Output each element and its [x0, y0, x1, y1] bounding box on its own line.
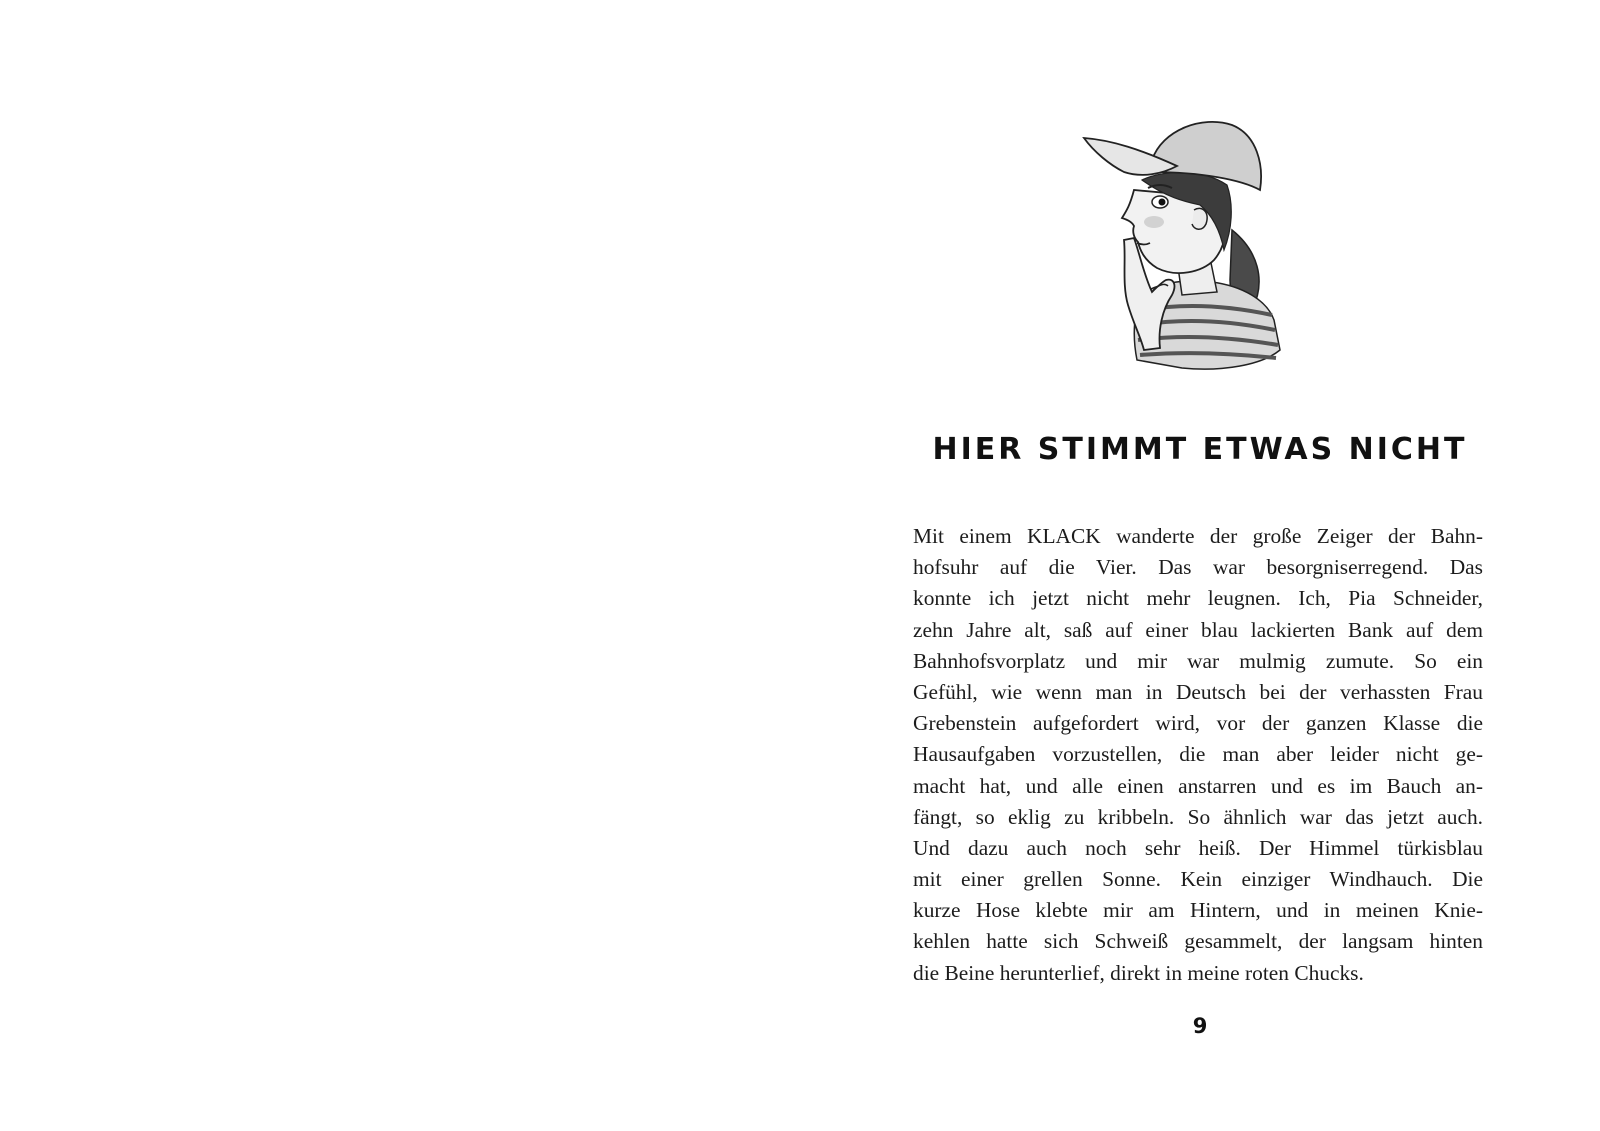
text-line: Bahnhofsvorplatz und mir war mulmig zumute. So ein: [913, 648, 1483, 673]
text-line: mit einer grellen Sonne. Kein einziger Windhauch. Die: [913, 867, 1483, 892]
text-line: Mit einem KLACK wanderte der große Zeiger der Bahn-: [913, 524, 1483, 548]
pupil-shape: [1159, 199, 1166, 206]
text-line: kehlen hatte sich Schweiß gesammelt, der langsam hinten: [913, 929, 1483, 954]
cheek-shape: [1144, 216, 1164, 228]
text-line: zehn Jahre alt, saß auf einer blau lackierten Bank auf dem: [913, 617, 1483, 642]
text-line: Hausaufgaben vorzustellen, die man aber leider nicht ge-: [913, 742, 1483, 767]
body-paragraph: [913, 521, 1483, 989]
right-page: [800, 0, 1600, 1131]
text-line: fängt, so eklig zu kribbeln. So ähnlich war das jetzt auch.: [913, 804, 1483, 829]
girl-with-cap-illustration: [1082, 110, 1292, 385]
ear-shape: [1192, 208, 1207, 229]
text-line: hofsuhr auf die Vier. Das war besorgniserregend. Das: [913, 555, 1483, 580]
text-line: Und dazu auch noch sehr heiß. Der Himmel türkisblau: [913, 835, 1483, 860]
chapter-title: HIER STIMMT ETWAS NICHT: [932, 432, 1468, 467]
text-line: macht hat, und alle einen anstarren und es im Bauch an-: [913, 773, 1483, 798]
text-line: Gefühl, wie wenn man in Deutsch bei der verhassten Frau: [913, 679, 1483, 704]
text-line: die Beine herunterlief, direkt in meine roten Chucks.: [913, 960, 1364, 985]
text-line: kurze Hose klebte mir am Hintern, und in meinen Knie-: [913, 898, 1483, 923]
text-line: konnte ich jetzt nicht mehr leugnen. Ich, Pia Schneider,: [913, 586, 1483, 611]
text-line: Grebenstein aufgefordert wird, vor der ganzen Klasse die: [913, 711, 1483, 736]
page-number: 9: [1192, 1014, 1208, 1038]
